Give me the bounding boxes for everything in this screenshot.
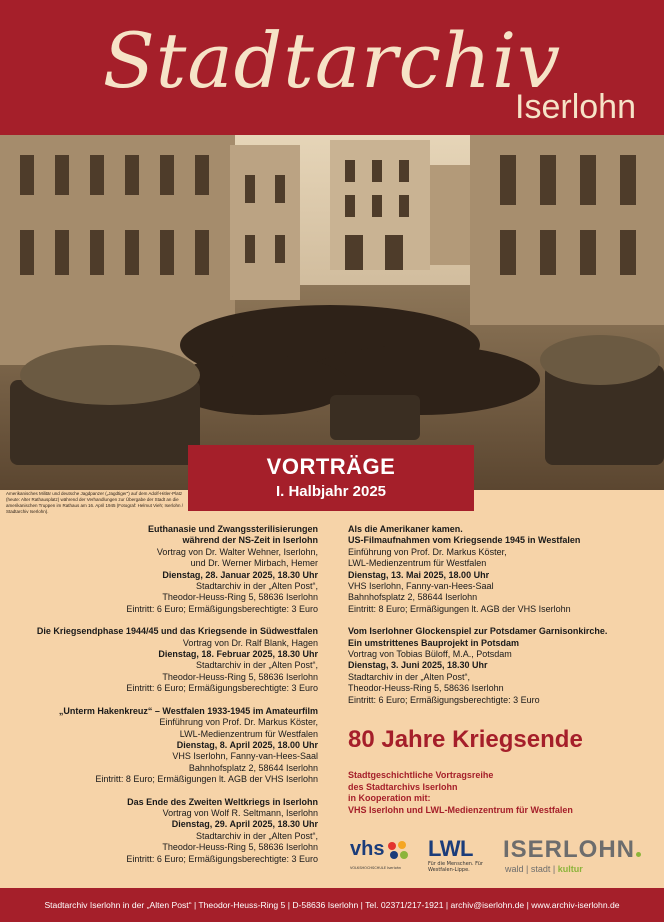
- lwl-logo: [428, 836, 490, 880]
- lecture-speaker: Vortrag von Dr. Ralf Blank, Hagen: [182, 637, 318, 648]
- lecture-address: Theodor-Heuss-Ring 5, 58636 Iserlohn: [162, 842, 318, 853]
- vhs-wordmark: vhs: [350, 838, 385, 860]
- lecture-speaker: Einführung von Prof. Dr. Markus Köster,: [159, 717, 318, 728]
- lecture-date: Dienstag, 3. Juni 2025, 18.30 Uhr: [348, 660, 488, 671]
- lecture-venue: Stadtarchiv in der „Alten Post“,: [195, 660, 318, 671]
- lecture-entry: [14, 706, 318, 786]
- iserlohn-tagline-a: wald | stadt |: [505, 864, 558, 874]
- lecture-speaker: Vortrag von Tobias Büloff, M.A., Potsdam: [348, 649, 512, 660]
- lectures-banner: [188, 445, 474, 511]
- lwl-subtext: Für die Menschen. Für Westfalen-Lippe.: [428, 861, 483, 873]
- series-info: [348, 770, 658, 816]
- lecture-speaker: Vortrag von Wolf R. Seltmann, Iserlohn: [162, 807, 318, 818]
- vhs-logo: [348, 836, 412, 880]
- partner-logos: [348, 836, 648, 880]
- iserlohn-tagline-b: kultur: [557, 864, 583, 874]
- lecture-speaker: Einführung von Prof. Dr. Markus Köster,: [348, 546, 507, 557]
- lecture-fee: Eintritt: 6 Euro; Ermäßigungsberechtigte: 3 Euro: [348, 694, 540, 705]
- vhs-dots-icon: [386, 840, 410, 862]
- lecture-title-line2: US-Filmaufnahmen vom Kriegsende 1945 in Westfalen: [348, 535, 581, 546]
- lwl-wordmark: LWL: [428, 836, 473, 861]
- lecture-address: Bahnhofsplatz 2, 58644 Iserlohn: [348, 592, 478, 603]
- lecture-speaker: LWL-Medienzentrum für Westfalen: [179, 728, 318, 739]
- iserlohn-wordmark-text: ISERLOHN: [503, 836, 636, 863]
- page-subtitle: Iserlohn: [515, 88, 636, 126]
- lecture-speaker: LWL-Medienzentrum für Westfalen: [348, 558, 487, 569]
- lecture-entry: [14, 797, 318, 865]
- lecture-column-right: [348, 524, 648, 717]
- series-line: VHS Iserlohn und LWL-Medienzentrum für Westfalen: [348, 804, 573, 815]
- lecture-date: Dienstag, 13. Mai 2025, 18.00 Uhr: [348, 569, 490, 580]
- iserlohn-wordmark: [503, 836, 641, 864]
- lecture-title: Euthanasie und Zwangssterilisierungen: [147, 524, 318, 534]
- page-title: Stadtarchiv: [102, 16, 562, 105]
- lecture-date: Dienstag, 28. Januar 2025, 18.30 Uhr: [162, 569, 318, 580]
- lecture-venue: Stadtarchiv in der „Alten Post“,: [348, 671, 471, 682]
- lecture-column-left: [14, 524, 318, 876]
- lecture-address: Theodor-Heuss-Ring 5, 58636 Iserlohn: [348, 683, 504, 694]
- lecture-entry: [14, 524, 318, 615]
- lecture-date: Dienstag, 18. Februar 2025, 18.30 Uhr: [158, 649, 318, 660]
- lecture-fee: Eintritt: 8 Euro; Ermäßigungen lt. AGB der VHS Iserlohn: [95, 774, 318, 785]
- lecture-venue: Stadtarchiv in der „Alten Post“,: [195, 830, 318, 841]
- series-line: Stadtgeschichtliche Vortragsreihe: [348, 770, 494, 780]
- series-line: in Kooperation mit:: [348, 793, 431, 803]
- lecture-title-line2: während der NS-Zeit in Iserlohn: [182, 535, 318, 546]
- lecture-fee: Eintritt: 6 Euro; Ermäßigungsberechtigte: 3 Euro: [126, 853, 318, 864]
- lecture-date: Dienstag, 8. April 2025, 18.00 Uhr: [176, 739, 318, 750]
- lecture-title: Das Ende des Zweiten Weltkriegs in Iserlohn: [127, 796, 318, 807]
- lecture-fee: Eintritt: 8 Euro; Ermäßigungen lt. AGB der VHS Iserlohn: [348, 603, 571, 614]
- footer-contact: Stadtarchiv Iserlohn in der „Alten Post“ | Theodor-Heuss-Ring 5 | D-58636 Iserlohn | Tel. 02371/217-1921 | archiv@iserlohn.de | www.archiv-iserlohn.de: [0, 888, 664, 922]
- photo-caption: Amerikanisches Militär und deutsche Jagdpanzer („Jagdtiger“) auf dem Adolf-Hitler-Platz (heute: Alter Rathausplatz) während der Verhandlungen zur Übergabe der Stadt an die amerikanischen Truppen im Rathaus am 16. April 1945 (Fotograf: Helmut Vieh; Iserlohn / Stadtarchiv Iserlohn).: [6, 491, 184, 514]
- lecture-fee: Eintritt: 6 Euro; Ermäßigungsberechtigte: 3 Euro: [126, 683, 318, 694]
- lecture-title: Als die Amerikaner kamen.: [348, 524, 463, 534]
- lecture-address: Bahnhofsplatz 2, 58644 Iserlohn: [188, 762, 318, 773]
- street-scene-image: [0, 135, 664, 490]
- vhs-subtext: VOLKSHOCHSCHULE Iserlohn: [350, 866, 402, 870]
- lecture-fee: Eintritt: 6 Euro; Ermäßigungsberechtigte: 3 Euro: [126, 603, 318, 614]
- iserlohn-logo: [503, 836, 648, 880]
- lecture-venue: VHS Iserlohn, Fanny-van-Hees-Saal: [172, 751, 318, 762]
- banner-title: VORTRÄGE: [266, 454, 396, 479]
- green-dot-icon: [636, 852, 641, 857]
- lecture-venue: Stadtarchiv in der „Alten Post“,: [195, 581, 318, 592]
- lecture-title: „Unterm Hakenkreuz“ – Westfalen 1933-1945 im Amateurfilm: [58, 705, 318, 716]
- lecture-address: Theodor-Heuss-Ring 5, 58636 Iserlohn: [162, 592, 318, 603]
- header: [0, 0, 664, 135]
- lecture-entry: [14, 626, 318, 694]
- lecture-speaker: Vortrag von Dr. Walter Wehner, Iserlohn,: [156, 546, 318, 557]
- lecture-title-line2: Ein umstrittenes Bauprojekt in Potsdam: [348, 637, 520, 648]
- lecture-date: Dienstag, 29. April 2025, 18.30 Uhr: [171, 819, 318, 830]
- lecture-speaker: und Dr. Werner Mirbach, Hemer: [190, 558, 318, 569]
- headline-80-years: 80 Jahre Kriegsende: [348, 726, 583, 753]
- lecture-venue: VHS Iserlohn, Fanny-van-Hees-Saal: [348, 581, 494, 592]
- banner-subtitle: I. Halbjahr 2025: [275, 483, 387, 500]
- series-line: des Stadtarchivs Iserlohn: [348, 781, 458, 792]
- lecture-title: Vom Iserlohner Glockenspiel zur Potsdamer Garnisonkirche.: [348, 626, 608, 637]
- lecture-entry: [348, 626, 648, 706]
- lecture-title: Die Kriegsendphase 1944/45 und das Kriegsende in Südwestfalen: [36, 626, 318, 637]
- lecture-address: Theodor-Heuss-Ring 5, 58636 Iserlohn: [162, 671, 318, 682]
- historic-photo: [0, 135, 664, 490]
- lecture-entry: [348, 524, 648, 615]
- iserlohn-tagline: [505, 864, 583, 874]
